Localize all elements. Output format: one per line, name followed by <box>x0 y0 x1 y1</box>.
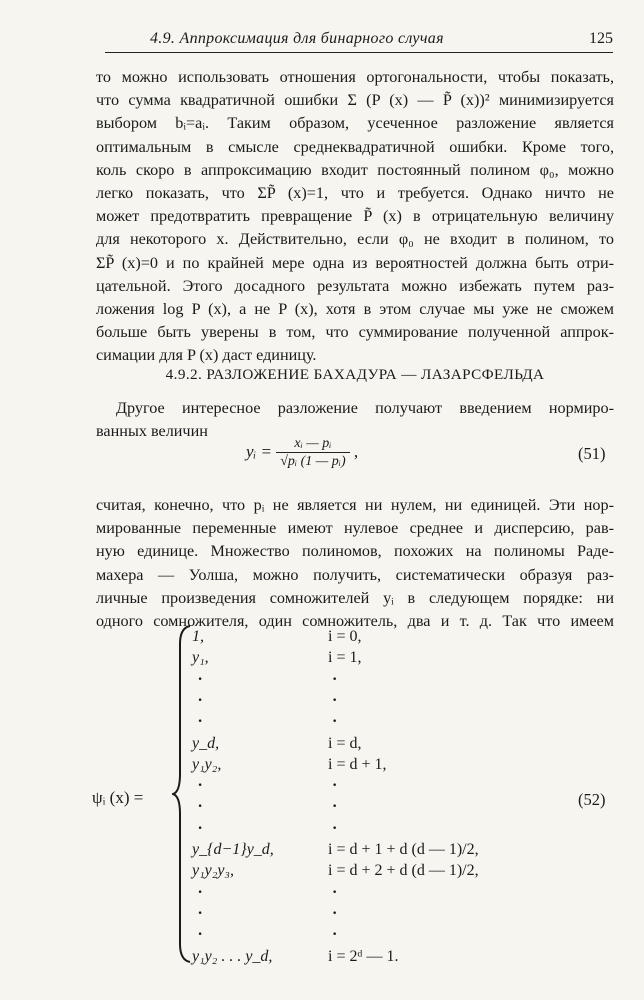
text-line: ложения log P (x), а не P (x), хотя в этом случае мы уже не сможем <box>96 299 614 318</box>
left-brace-icon <box>172 624 194 964</box>
equation-number-51: (51) <box>578 444 606 463</box>
text-line: махера — Уолша, можно получить, систематически образуя раз- <box>96 565 614 584</box>
eq52-row-right: · <box>332 777 338 795</box>
eq52-row-right: · <box>332 713 338 731</box>
eq52-row-right: · <box>332 819 338 837</box>
text-line: ную единице. Множество полиномов, похожих на полиномы Раде- <box>96 542 614 561</box>
eq52-row-left: y₁y₂, <box>192 755 222 773</box>
text-line: симации для P (x) даст единицу. <box>96 346 317 365</box>
eq52-row-right: i = 0, <box>328 628 362 645</box>
eq52-row-right: i = d + 1 + d (d — 1)/2, <box>328 841 479 858</box>
eq52-row-left: y_{d−1}y_d, <box>192 841 274 858</box>
running-header <box>105 24 613 53</box>
paragraph-3 <box>96 494 614 633</box>
text-line: цательной. Этого досадного результата можно избежать путем раз- <box>96 276 614 295</box>
eq51-tail: , <box>353 441 359 461</box>
eq52-row-right: i = d + 2 + d (d — 1)/2, <box>328 862 479 880</box>
text-line: ΣP̃ (x)=0 и по крайней мере одна из вероятностей должна быть отри- <box>96 253 614 272</box>
eq52-row-left: · <box>198 819 202 837</box>
eq52-row-right: i = d + 1, <box>328 755 387 773</box>
eq52-row-left: · <box>198 926 202 944</box>
eq52-row-right: i = 2ᵈ — 1. <box>328 947 399 965</box>
eq51-lhs: yᵢ = <box>246 441 272 461</box>
eq52-row-left: · <box>198 798 202 816</box>
eq52-row-left: y₁y₂y₃, <box>192 862 234 880</box>
eq52-row-right: · <box>332 798 338 816</box>
text-line: может предотвратить превращение P̃ (x) в отрицательную величину <box>96 207 614 226</box>
eq51-numerator: xᵢ — pᵢ <box>276 436 349 453</box>
eq52-row-left: · <box>198 670 202 688</box>
eq52-row-right: · <box>332 904 338 922</box>
section-heading: 4.9.2. РАЗЛОЖЕНИЕ БАХАДУРА — ЛАЗАРСФЕЛЬДА <box>165 366 545 383</box>
paragraph-1 <box>96 66 614 367</box>
text-line: выбором bᵢ=aᵢ. Таким образом, усеченное разложение является <box>96 114 614 133</box>
text-line: для некоторого x. Действительно, если φ₀ не входит в полином, то <box>96 230 614 249</box>
text-line: то можно использовать отношения ортогональности, чтобы показать, <box>96 68 614 86</box>
page-number: 125 <box>589 30 613 47</box>
text-line: считая, конечно, что pᵢ не является ни нулем, ни единицей. Эти нор- <box>96 496 614 514</box>
eq52-row-right: · <box>332 691 338 709</box>
text-line: личные произведения сомножителей yᵢ в следующем порядке: ни <box>96 588 614 607</box>
eq52-row-left: · <box>198 691 202 709</box>
eq52-row-left: 1, <box>192 628 204 645</box>
eq51-fraction <box>276 436 349 470</box>
equation-number-52: (52) <box>578 790 606 809</box>
eq52-row-left: · <box>198 904 202 922</box>
eq52-row-left: · <box>198 883 202 901</box>
text-line: мированные переменные имеют нулевое среднее и дисперсию, рав- <box>96 519 614 538</box>
text-line: легко показать, что ΣP̃ (x)=1, что и требуется. Однако ничто не <box>96 183 614 202</box>
eq52-row-right: · <box>332 926 338 944</box>
eq52-row-right: i = 1, <box>328 649 362 667</box>
eq52-row-right: i = d, <box>328 734 362 752</box>
eq52-row-left: y_d, <box>192 734 220 752</box>
eq52-lhs: ψᵢ (x) = <box>92 788 144 807</box>
eq52-row-left: y₁y₂ . . . y_d, <box>192 947 273 965</box>
text-line: оптимальным в смысле среднеквадратичной ошибки. Кроме того, <box>96 137 614 156</box>
eq52-row-right: · <box>332 883 338 901</box>
equation-51 <box>246 436 358 470</box>
text-line: что сумма квадратичной ошибки Σ (P (x) — P̃ (x))² минимизируется <box>96 91 614 110</box>
eq51-denominator: √pᵢ (1 — pᵢ) <box>280 454 346 469</box>
text-line: Другое интересное разложение получают введением нормиро- <box>116 399 614 417</box>
eq52-row-left: y₁, <box>192 649 209 667</box>
text-line: ванных величин <box>96 422 208 441</box>
running-title: 4.9. Аппроксимация для бинарного случая <box>150 30 444 47</box>
eq52-row-right: · <box>332 670 338 688</box>
eq52-row-left: · <box>198 713 202 731</box>
text-line: больше быть уверены в том, что суммирование полученной аппрок- <box>96 323 614 342</box>
text-line: коль скоро в аппроксимацию входит постоянный полином φ₀, можно <box>96 160 614 179</box>
eq52-row-left: · <box>198 777 202 795</box>
text-line: одного сомножителя, один сомножитель, два и т. д. Так что имеем <box>96 611 614 630</box>
